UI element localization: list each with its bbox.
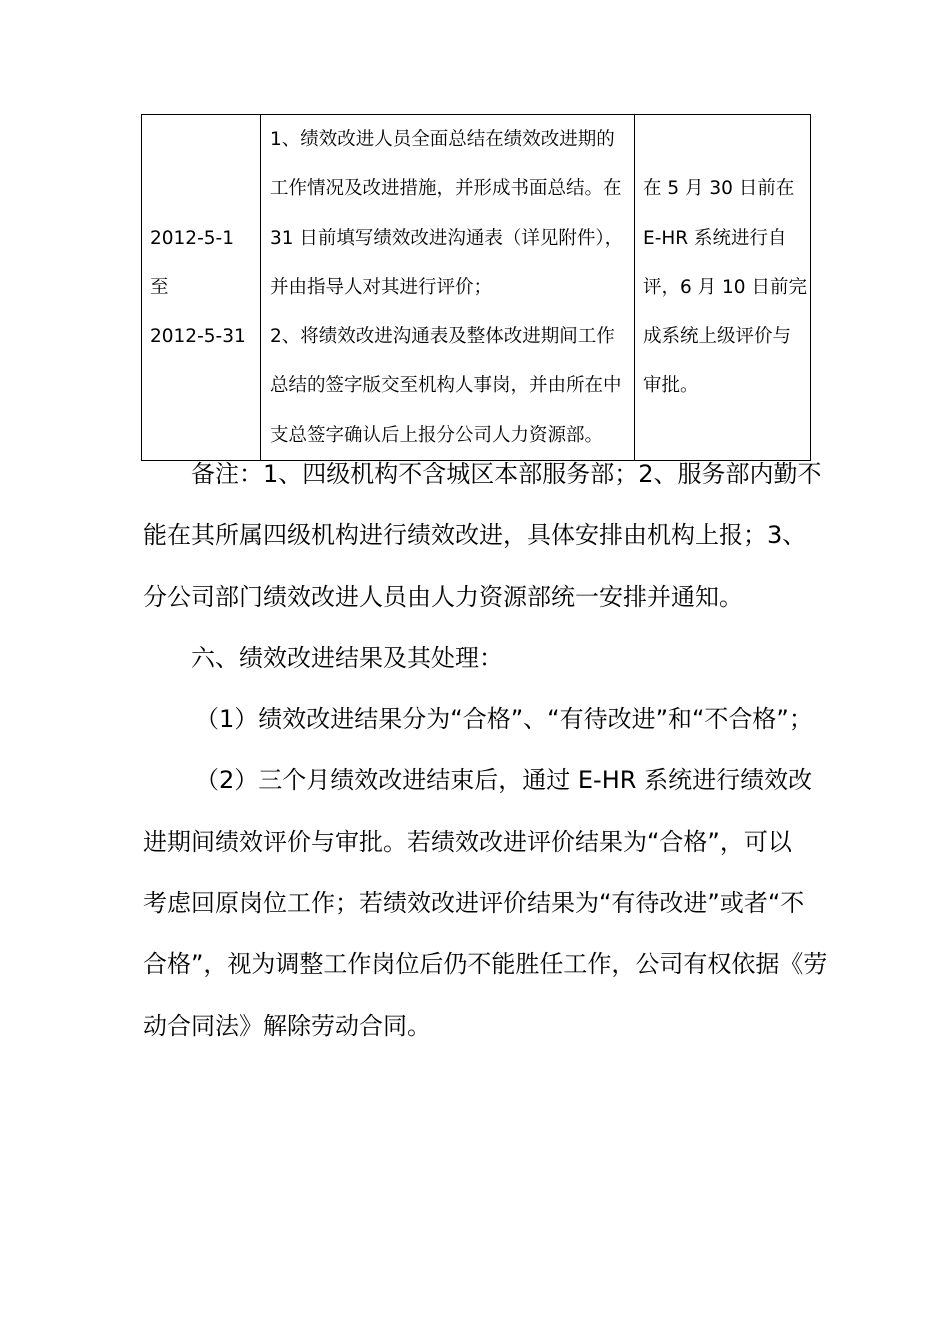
body-text [143,444,828,1057]
item-line: 合格”，视为调整工作岗位后仍不能胜任工作，公司有权依据《劳 [143,950,828,979]
item-line: （1）绩效改进结果分为“合格”、“有待改进”和“不合格”； [195,705,813,734]
task-line: 工作情况及改进措施，并形成书面总结。在 [270,178,622,200]
task-description-cell [261,115,635,461]
task-line: 2、将绩效改进沟通表及整体改进期间工作 [270,326,615,348]
note-line: E-HR 系统进行自 [643,227,787,249]
item-line: （2）三个月绩效改进结束后，通过 E-HR 系统进行绩效改 [195,766,813,795]
remarks-line: 能在其所属四级机构进行绩效改进，具体安排由机构上报；3、 [143,521,807,550]
task-line: 并由指导人对其进行评价； [270,276,493,298]
item-line: 考虑回原岗位工作；若绩效改进评价结果为“有待改进”或者“不 [143,889,805,918]
deadline-note-cell [635,115,811,461]
remarks-line: 备注：1、四级机构不含城区本部服务部；2、服务部内勤不 [191,460,822,488]
date-end: 2012-5-31 [150,326,246,348]
remarks-paragraph [143,444,822,628]
task-line: 1、绩效改进人员全面总结在绩效改进期的 [270,129,615,150]
note-line: 审批。 [643,375,699,397]
task-line: 总结的签字版交至机构人事岗，并由所在中 [270,375,622,397]
date-start: 2012-5-1 [150,227,234,249]
section-heading: 六、绩效改进结果及其处理： [191,643,503,672]
note-line: 在 5 月 30 日前在 [643,178,795,200]
section6-item2 [143,750,828,1056]
task-line: 31 日前填写绩效改进沟通表（详见附件）， [270,227,624,249]
item-line: 动合同法》解除劳动合同。 [143,1011,431,1040]
table-row [142,115,811,461]
item-line: 进期间绩效评价与审批。若绩效改进评价结果为“合格”，可以 [143,827,792,856]
date-range-cell [142,115,261,461]
task-line: 支总签字确认后上报分公司人力资源部。 [270,424,604,446]
schedule-table [141,114,811,461]
section6-heading [143,628,811,689]
remarks-line: 分公司部门绩效改进人员由人力资源部统一安排并通知。 [143,582,743,611]
note-line: 评，6 月 10 日前完 [643,276,807,298]
note-line: 成系统上级评价与 [643,326,792,348]
date-separator: 至 [150,276,169,298]
section6-item1 [143,689,811,750]
